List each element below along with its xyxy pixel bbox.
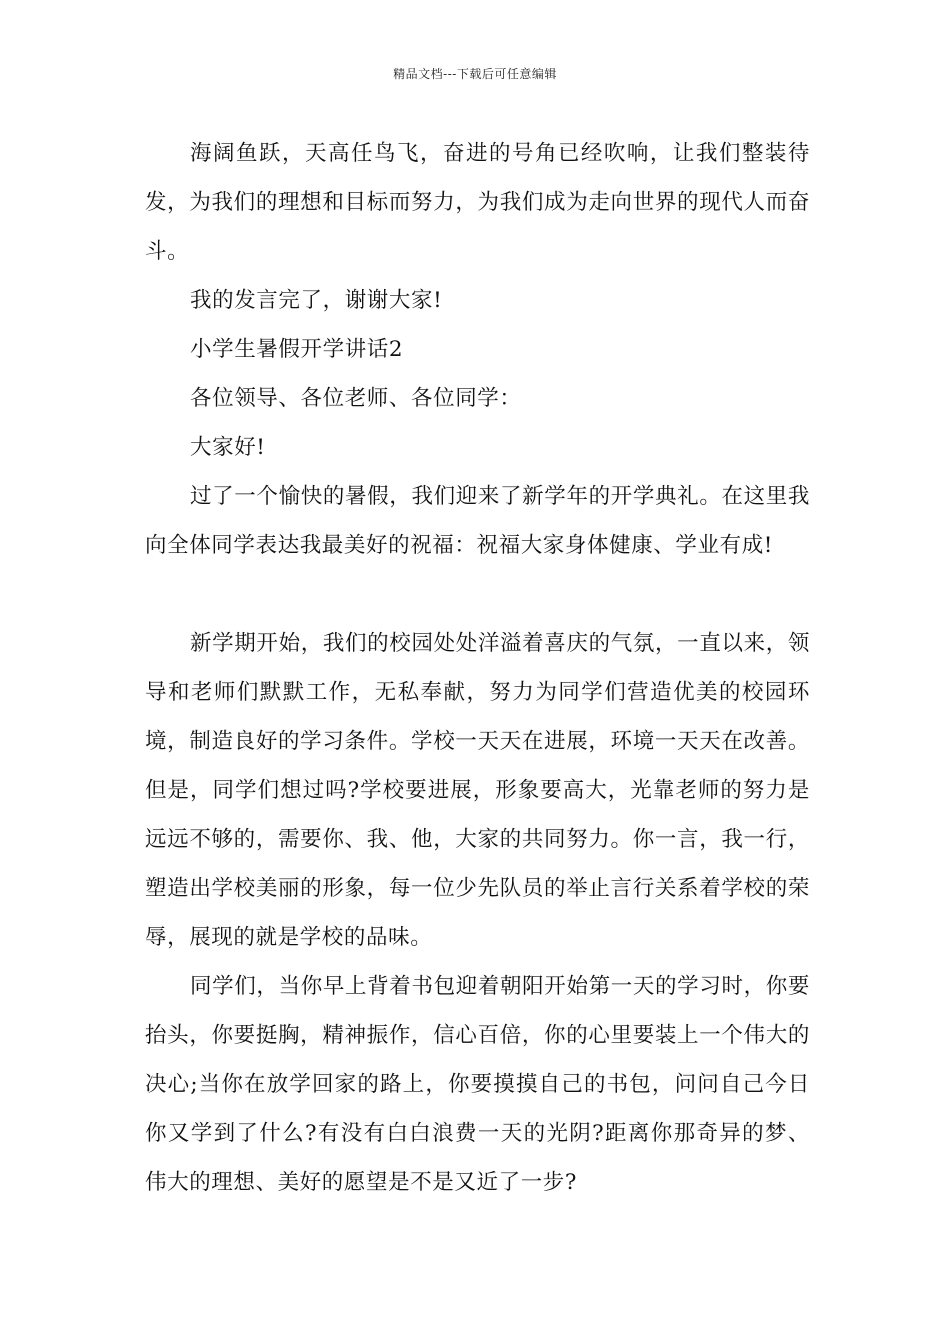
paragraph-opening: 过了一个愉快的暑假，我们迎来了新学年的开学典礼。在这里我向全体同学表达我最美好的祝福：祝福大家身体健康、学业有成! xyxy=(145,484,810,558)
paragraph-closing-aspiration: 海阔鱼跃，天高任鸟飞，奋进的号角已经吹响，让我们整装待发，为我们的理想和目标而努力，为我们成为走向世界的现代人而奋斗。 xyxy=(145,141,810,264)
paragraph-students: 同学们，当你早上背着书包迎着朝阳开始第一天的学习时，你要抬头，你要挺胸，精神振作，信心百倍，你的心里要装上一个伟大的决心;当你在放学回家的路上，你要摸摸自己的书包，问问自己今日你又学到了什么?有没有白白浪费一天的光阴?距离你那奇异的梦、伟大的理想、美好的愿望是不是又近了一步? xyxy=(145,974,810,1195)
paragraph-greeting: 大家好! xyxy=(190,435,266,460)
section-title: 小学生暑假开学讲话2 xyxy=(190,337,404,362)
paragraph-thanks: 我的发言完了，谢谢大家! xyxy=(190,288,443,313)
page-header: 精品文档---下载后可任意编辑 xyxy=(393,67,557,81)
paragraph-salutation: 各位领导、各位老师、各位同学： xyxy=(190,386,522,411)
document-body xyxy=(145,129,810,1207)
paragraph-new-semester: 新学期开始，我们的校园处处洋溢着喜庆的气氛，一直以来，领导和老师们默默工作，无私奉献，努力为同学们营造优美的校园环境，制造良好的学习条件。学校一天天在进展，环境一天天在改善。但是，同学们想过吗?学校要进展，形象要高大，光靠老师的努力是远远不够的，需要你、我、他，大家的共同努力。你一言，我一行，塑造出学校美丽的形象，每一位少先队员的举止言行关系着学校的荣辱，展现的就是学校的品味。 xyxy=(145,631,810,950)
paragraph-spacer xyxy=(145,570,810,619)
